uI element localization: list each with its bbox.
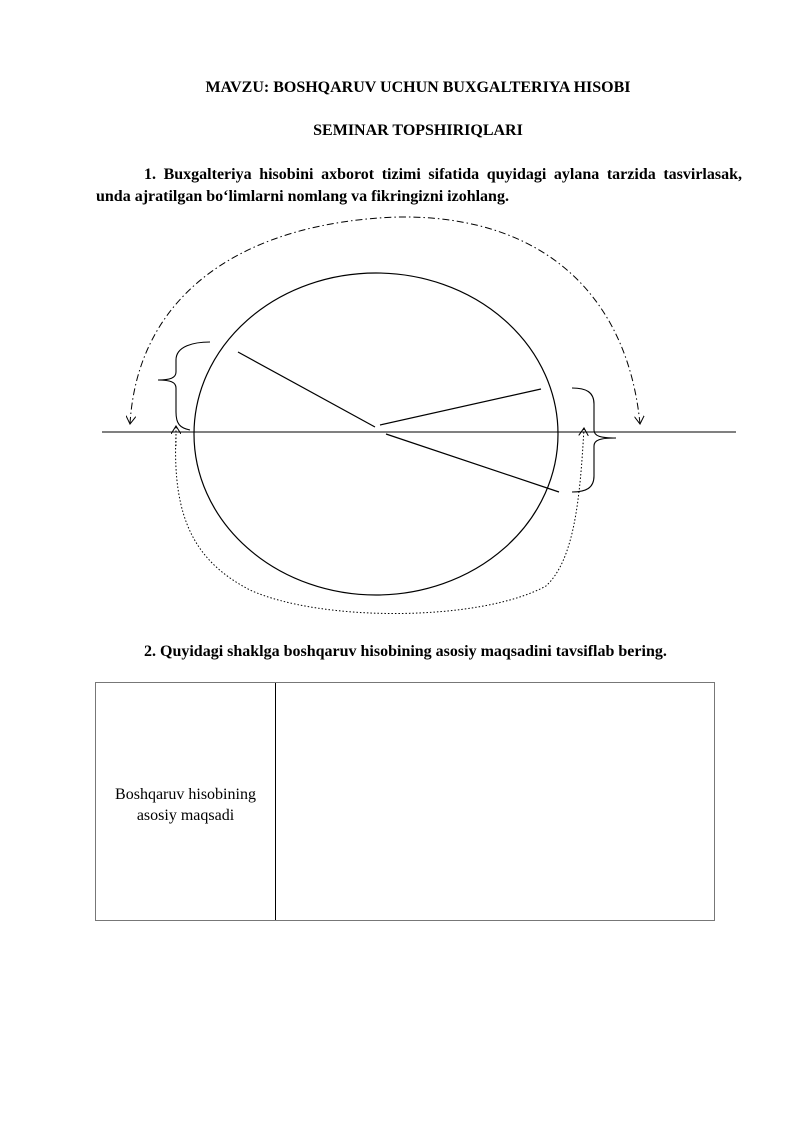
upper-arc-start-arrow bbox=[130, 370, 136, 424]
segment-line-upper-left bbox=[238, 352, 375, 427]
goal-answer-cell[interactable] bbox=[276, 683, 714, 920]
goal-label-cell: Boshqaruv hisobining asosiy maqsadi bbox=[96, 683, 276, 920]
right-brace bbox=[572, 388, 616, 492]
lower-arc-arrow bbox=[176, 428, 584, 614]
page-subtitle: SEMINAR TOPSHIRIQLARI bbox=[313, 122, 523, 139]
main-circle bbox=[194, 273, 558, 595]
segment-line-upper-right bbox=[380, 389, 541, 425]
goal-table bbox=[95, 682, 715, 921]
task-1-text: 1. Buxgalteriya hisobini axborot tizimi sifatida quyidagi aylana tarzida tasvirlasak, unda ajratilgan bo‘limlarni nomlang va fikringizni izohlang. bbox=[96, 166, 742, 205]
upper-arc-arrow bbox=[130, 217, 640, 424]
page-title: MAVZU: BOSHQARUV UCHUN BUXGALTERIYA HISOBI bbox=[205, 79, 631, 96]
segment-line-lower-right bbox=[386, 434, 559, 492]
task-2-text: 2. Quyidagi shaklga boshqaruv hisobining asosiy maqsadini tavsiflab bering. bbox=[144, 643, 667, 660]
